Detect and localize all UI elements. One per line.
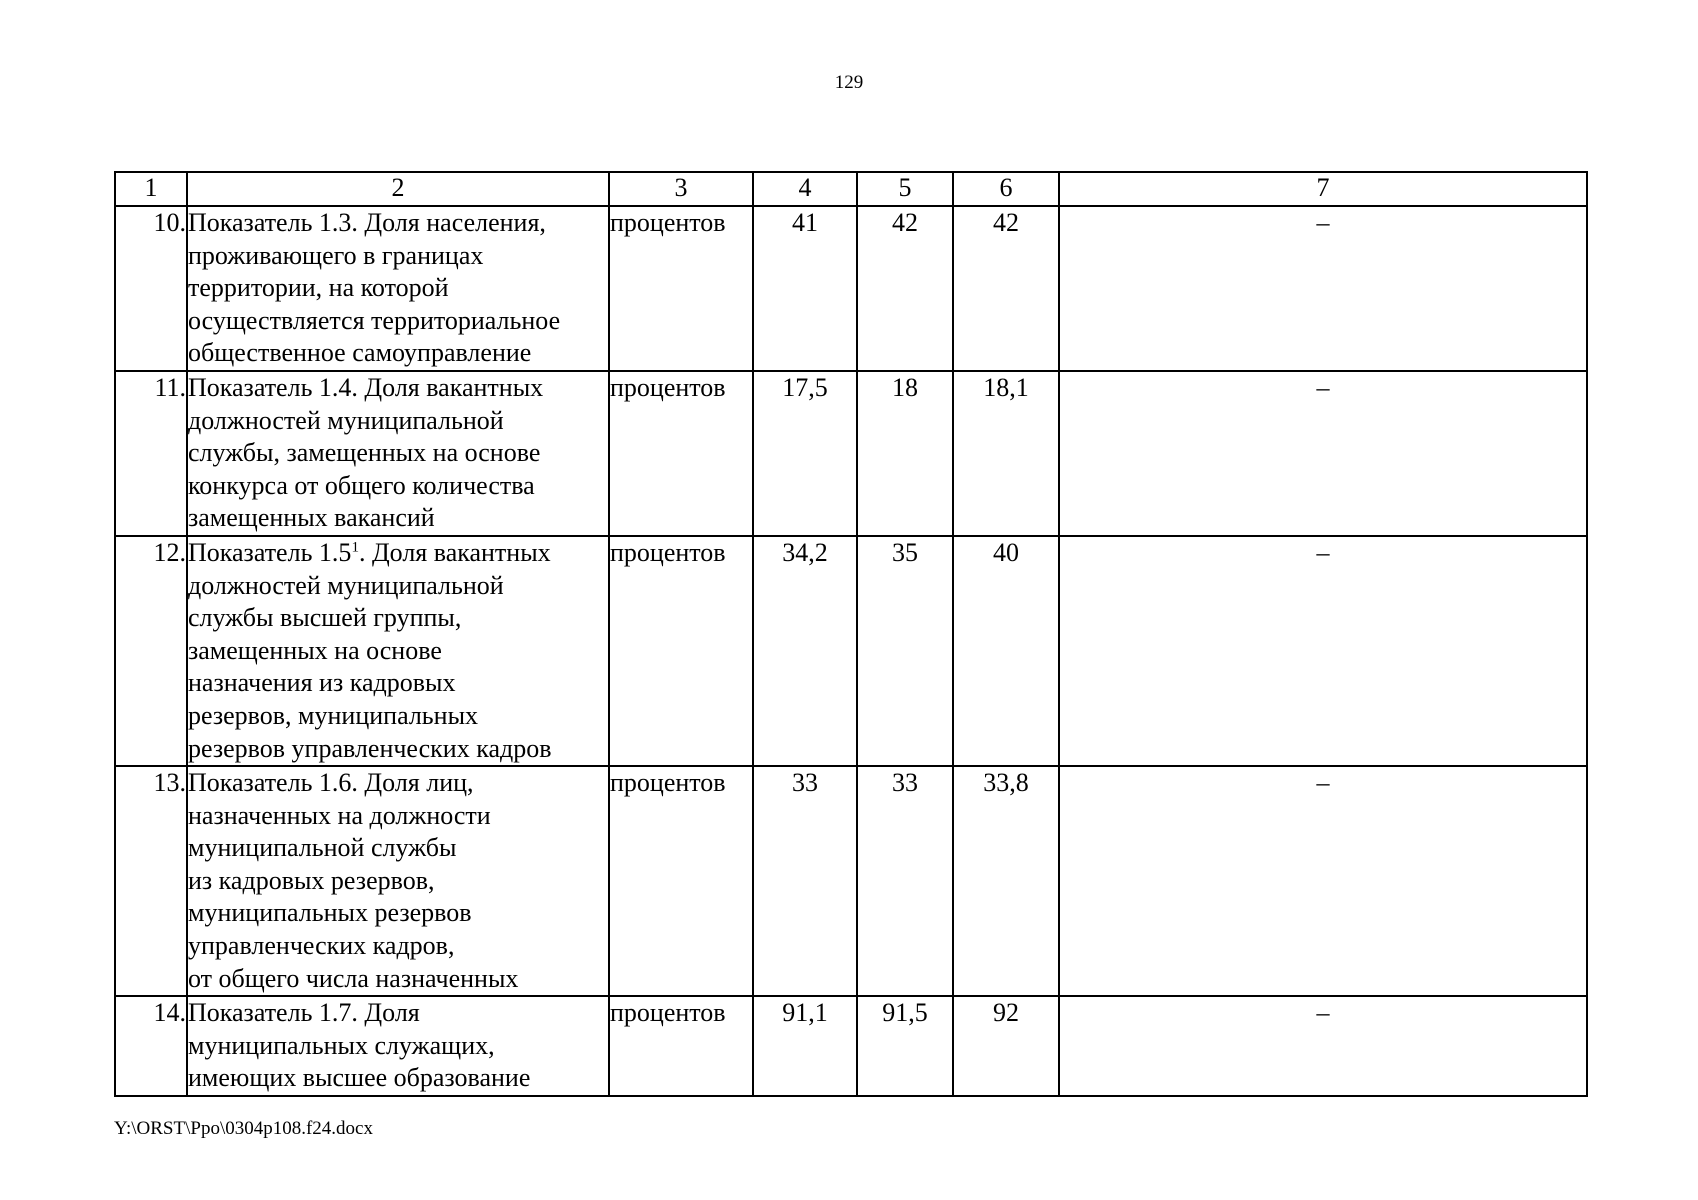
note-cell: – bbox=[1059, 536, 1587, 766]
value-col4: 33 bbox=[753, 766, 857, 996]
row-number: 13. bbox=[115, 766, 187, 996]
indicator-name bbox=[187, 371, 609, 536]
value-col6: 92 bbox=[953, 996, 1059, 1096]
value-col5: 33 bbox=[857, 766, 953, 996]
indicator-name-line: Показатель 1.3. Доля населения, bbox=[188, 208, 546, 237]
indicator-name-line: из кадровых резервов, bbox=[188, 865, 435, 895]
indicator-name-line: проживающего в границах bbox=[188, 240, 484, 270]
table-row bbox=[115, 536, 1587, 766]
value-col5: 91,5 bbox=[857, 996, 953, 1096]
indicator-name-line: службы, замещенных на основе bbox=[188, 438, 541, 468]
indicator-name bbox=[187, 536, 609, 766]
indicator-name-line: осуществляется территориальное bbox=[188, 305, 561, 335]
unit-cell: процентов bbox=[609, 371, 753, 536]
indicator-name-line: территории, на которой bbox=[188, 273, 449, 303]
indicator-name-line bbox=[188, 537, 608, 570]
value-col4: 34,2 bbox=[753, 536, 857, 766]
value-col5: 42 bbox=[857, 206, 953, 371]
table-row bbox=[115, 996, 1587, 1096]
indicator-name bbox=[187, 766, 609, 996]
indicator-name-line: резервов управленческих кадров bbox=[188, 733, 552, 763]
indicator-name-line: должностей муниципальной bbox=[188, 570, 504, 600]
indicator-name-line: замещенных вакансий bbox=[188, 503, 435, 533]
indicator-name-post: . Доля вакантных bbox=[358, 537, 551, 567]
column-header: 7 bbox=[1059, 172, 1587, 206]
row-number: 10. bbox=[115, 206, 187, 371]
value-col5: 18 bbox=[857, 371, 953, 536]
footnote-marker: 1 bbox=[351, 539, 359, 556]
indicator-name-line: конкурса от общего количества bbox=[188, 470, 535, 500]
column-header: 6 bbox=[953, 172, 1059, 206]
value-col6: 42 bbox=[953, 206, 1059, 371]
value-col6: 33,8 bbox=[953, 766, 1059, 996]
note-cell: – bbox=[1059, 206, 1587, 371]
column-header: 2 bbox=[187, 172, 609, 206]
column-header: 3 bbox=[609, 172, 753, 206]
indicator-name-line: должностей муниципальной bbox=[188, 405, 504, 435]
footer-file-path: Y:\ORST\Ppo\0304p108.f24.docx bbox=[114, 1118, 373, 1139]
unit-cell: процентов bbox=[609, 206, 753, 371]
table-row bbox=[115, 766, 1587, 996]
indicator-name-line: назначенных на должности bbox=[188, 800, 491, 830]
column-header: 1 bbox=[115, 172, 187, 206]
row-number: 14. bbox=[115, 996, 187, 1096]
value-col4: 17,5 bbox=[753, 371, 857, 536]
page-number: 129 bbox=[834, 72, 864, 93]
indicator-name-line: службы высшей группы, bbox=[188, 603, 462, 633]
column-header: 5 bbox=[857, 172, 953, 206]
indicator-name-line: муниципальных служащих, bbox=[188, 1030, 495, 1060]
indicators-table bbox=[114, 171, 1588, 1097]
value-col6: 40 bbox=[953, 536, 1059, 766]
table-row bbox=[115, 206, 1587, 371]
indicator-name-line: имеющих высшее образование bbox=[188, 1063, 531, 1093]
indicator-name-line: муниципальных резервов bbox=[188, 898, 472, 928]
row-number: 12. bbox=[115, 536, 187, 766]
indicator-name-line: назначения из кадровых bbox=[188, 668, 456, 698]
unit-cell: процентов bbox=[609, 766, 753, 996]
unit-cell: процентов bbox=[609, 536, 753, 766]
row-number: 11. bbox=[115, 371, 187, 536]
value-col4: 41 bbox=[753, 206, 857, 371]
table-row bbox=[115, 371, 1587, 536]
indicator-name-line: общественное самоуправление bbox=[188, 338, 532, 368]
column-header: 4 bbox=[753, 172, 857, 206]
note-cell: – bbox=[1059, 371, 1587, 536]
indicator-name-line: замещенных на основе bbox=[188, 635, 442, 665]
value-col5: 35 bbox=[857, 536, 953, 766]
unit-cell: процентов bbox=[609, 996, 753, 1096]
indicator-name bbox=[187, 996, 609, 1096]
table-header-row bbox=[115, 172, 1587, 206]
note-cell: – bbox=[1059, 996, 1587, 1096]
indicator-name-line: Показатель 1.6. Доля лиц, bbox=[188, 768, 474, 798]
indicator-name-line: Показатель 1.4. Доля вакантных bbox=[188, 372, 544, 402]
indicator-name-line: Показатель 1.7. Доля bbox=[188, 998, 420, 1028]
indicator-name-line: резервов, муниципальных bbox=[188, 700, 479, 730]
note-cell: – bbox=[1059, 766, 1587, 996]
value-col6: 18,1 bbox=[953, 371, 1059, 536]
indicator-name-line: управленческих кадров, bbox=[188, 931, 455, 961]
indicator-name-line: муниципальной службы bbox=[188, 833, 457, 863]
indicator-name bbox=[187, 206, 609, 371]
value-col4: 91,1 bbox=[753, 996, 857, 1096]
indicator-name-line: от общего числа назначенных bbox=[188, 963, 519, 993]
indicator-name-pre: Показатель 1.5 bbox=[188, 537, 352, 567]
